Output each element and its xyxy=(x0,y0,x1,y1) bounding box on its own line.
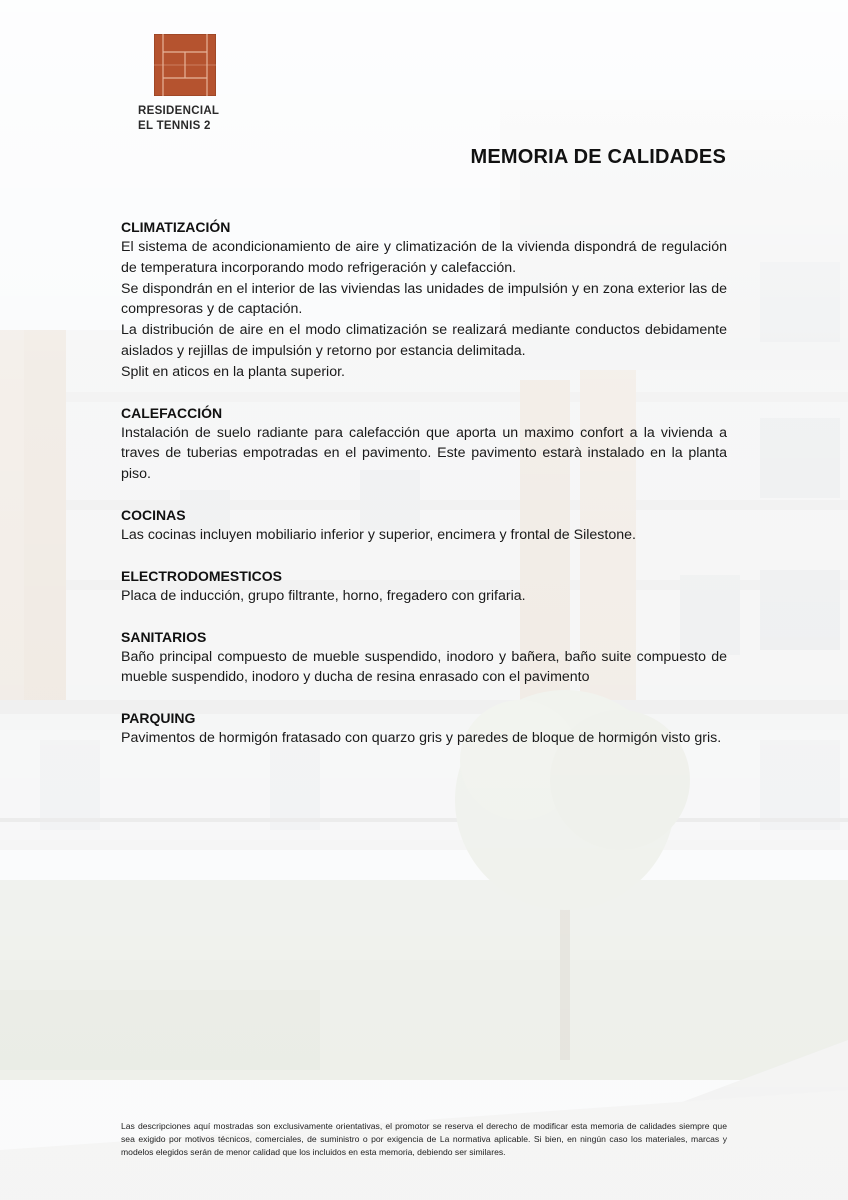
section-paragraph: Instalación de suelo radiante para calefacción que aporta un maximo confort a la vivienda a traves de tuberias empotradas en el pavimento. Este pavimento estarà instalado en la planta piso. xyxy=(121,424,727,483)
section-heading: SANITARIOS xyxy=(121,628,207,645)
brand-name-line2: EL TENNIS 2 xyxy=(138,120,211,132)
brand-name-line1: RESIDENCIAL xyxy=(138,105,220,117)
residencial-logo-icon xyxy=(154,34,216,96)
section-paragraph: Pavimentos de hormigón fratasado con quarzo gris y paredes de bloque de hormigón visto gris. xyxy=(121,730,722,747)
section-paragraph: La distribución de aire en el modo climatización se realizará mediante conductos debidamente aislados y rejillas de impulsión y retorno por estancia delimitada. xyxy=(121,322,727,359)
section-paragraph: Baño principal compuesto de mueble suspendido, inodoro y bañera, baño suite compuesto de mueble suspendido, inodoro y ducha de resina enrasado con el pavimento xyxy=(121,648,727,686)
section-paragraph: Placa de inducción, grupo filtrante, horno, fregadero con grifaria. xyxy=(121,587,526,604)
section-paragraph: Se dispondrán en el interior de las viviendas las unidades de impulsión y en zona exterior las de compresoras y de captación. xyxy=(121,280,727,318)
section-paragraph: Split en aticos en la planta superior. xyxy=(121,363,345,380)
section-paragraph: Las cocinas incluyen mobiliario inferior y superior, encimera y frontal de Silestone. xyxy=(121,526,636,543)
section-heading: PARQUING xyxy=(121,710,196,727)
section-heading: CALEFACCIÓN xyxy=(121,404,223,421)
section-electrodomesticos xyxy=(121,567,727,607)
brand-name xyxy=(138,104,238,134)
section-calefaccion xyxy=(121,404,727,485)
section-climatizacion xyxy=(121,218,727,383)
section-heading: COCINAS xyxy=(121,506,186,523)
section-heading: CLIMATIZACIÓN xyxy=(121,219,231,235)
section-parquing xyxy=(121,709,727,749)
legal-disclaimer: Las descripciones aquí mostradas son exclusivamente orientativas, el promotor se reserva el derecho de modificar esta memoria de calidades siempre que sea exigido por motivos técnicos, comerciales, de suministro o por exigencia de La normativa aplicable. Si bien, en ningún caso los materiales, marcas y modelos elegidos serán de menor calidad que los incluidos en esta memoria, debiendo ser similares. xyxy=(121,1121,727,1157)
page-title: MEMORIA DE CALIDADES xyxy=(470,146,726,168)
section-cocinas xyxy=(121,506,727,546)
quality-sections xyxy=(121,218,727,770)
section-sanitarios xyxy=(121,628,727,689)
section-paragraph: El sistema de acondicionamiento de aire y climatización de la vivienda dispondrá de regulación de temperatura incorporando modo refrigeración y calefacción. xyxy=(121,239,727,276)
section-heading: ELECTRODOMESTICOS xyxy=(121,567,283,584)
